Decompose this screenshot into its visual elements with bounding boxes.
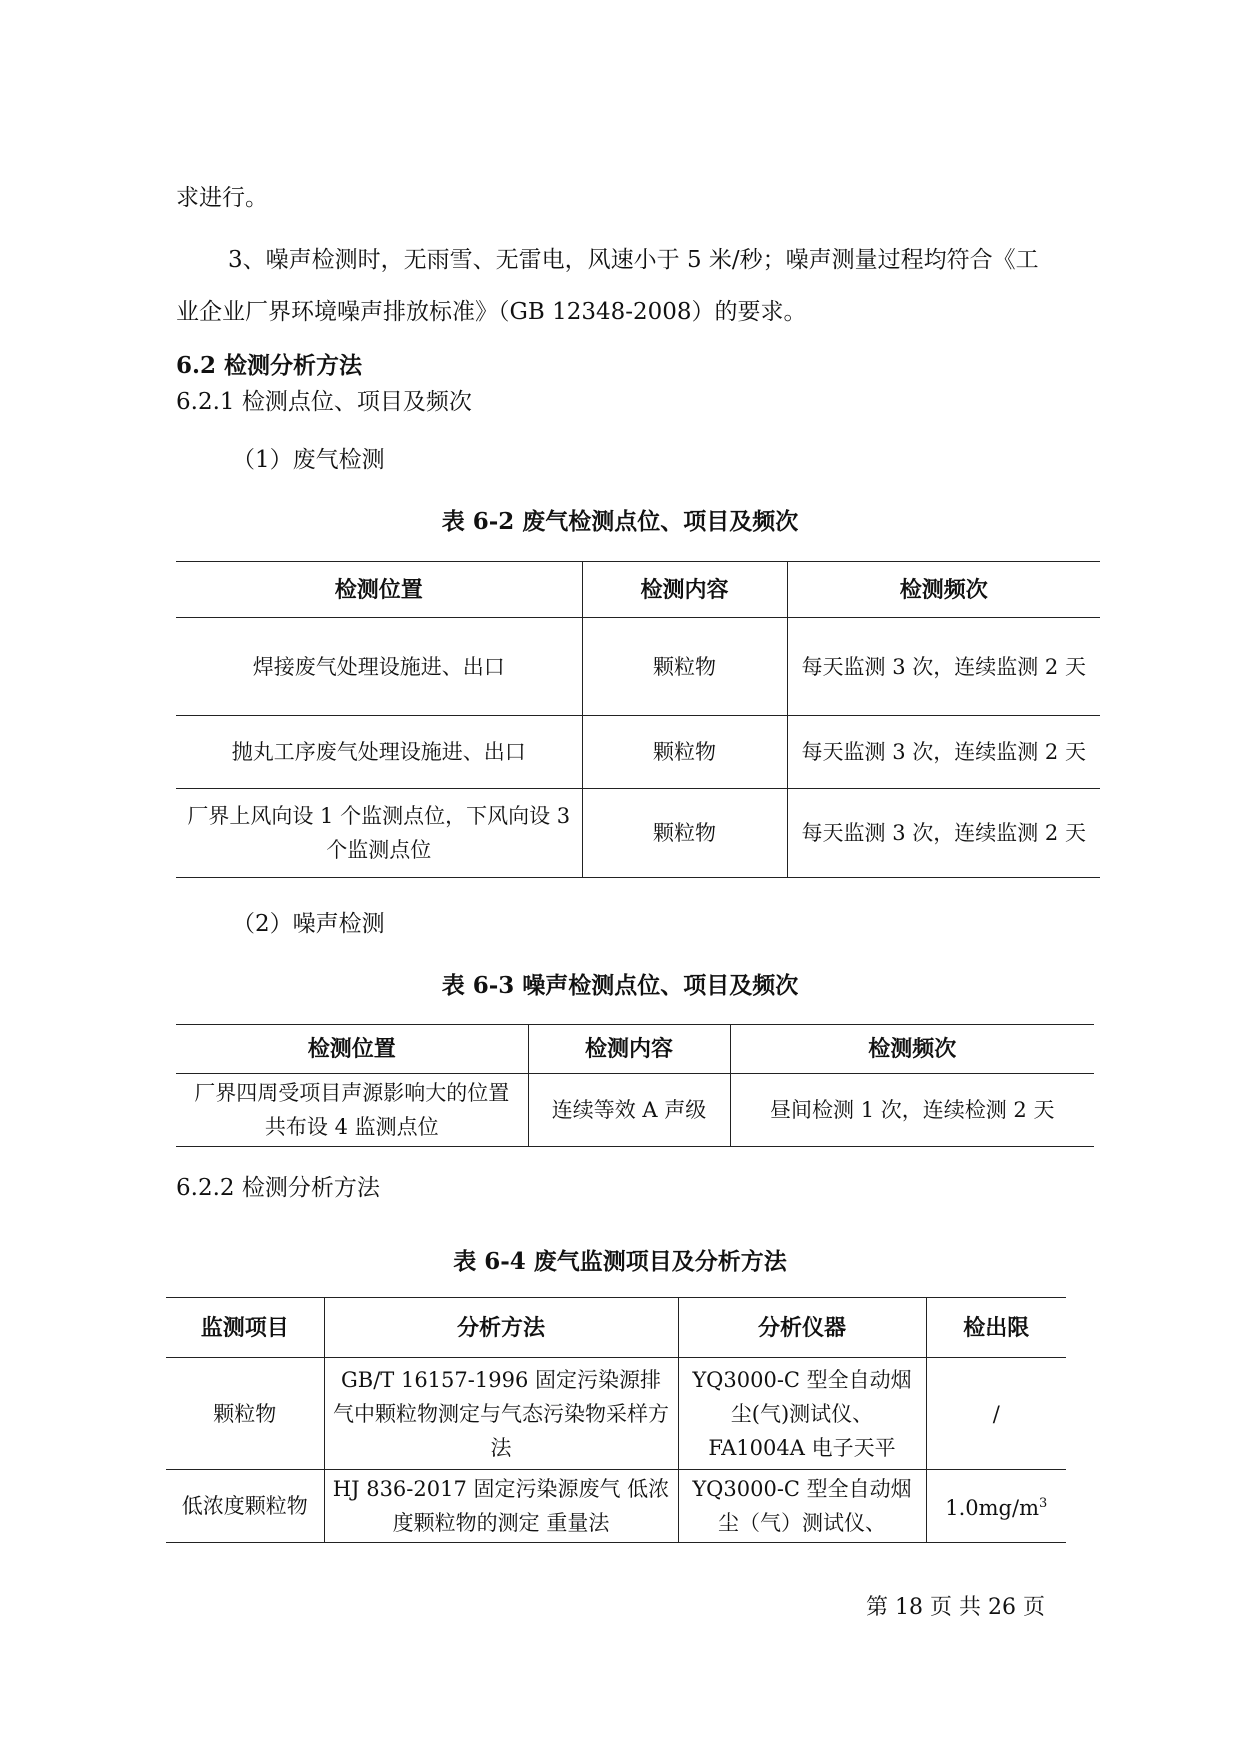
- table-row: [166, 1358, 1066, 1470]
- detection-limit-value: 1.0mg/m: [945, 1496, 1039, 1520]
- table-6-4-caption: 表 6-4 废气监测项目及分析方法: [453, 1248, 787, 1275]
- subsection-6-2-2: 6.2.2 检测分析方法: [176, 1175, 380, 1201]
- table-row: [176, 789, 1100, 878]
- header-cell: 检测频次: [730, 1025, 1094, 1074]
- page-number: 第 18 页 共 26 页: [866, 1595, 1045, 1620]
- header-cell: 分析仪器: [678, 1298, 926, 1358]
- table-cell-detection-limit: [926, 1470, 1066, 1543]
- table-row: [176, 618, 1100, 716]
- table-6-3-caption: 表 6-3 噪声检测点位、项目及频次: [441, 972, 799, 999]
- table-cell: 焊接废气处理设施进、出口: [176, 618, 582, 716]
- header-cell: 监测项目: [166, 1298, 324, 1358]
- table-header-row: [166, 1298, 1066, 1358]
- subsection-6-2-1: 6.2.1 检测点位、项目及频次: [176, 389, 472, 415]
- table-cell: HJ 836-2017 固定污染源废气 低浓度颗粒物的测定 重量法: [324, 1470, 678, 1543]
- header-cell: 检测频次: [787, 562, 1100, 618]
- noise-requirement-line-2: 业企业厂界环境噪声排放标准》（GB 12348-2008）的要求。: [176, 299, 807, 325]
- table-cell: 每天监测 3 次，连续监测 2 天: [787, 618, 1100, 716]
- table-cell: 低浓度颗粒物: [166, 1470, 324, 1543]
- subsection-noise: （2）噪声检测: [232, 911, 385, 937]
- table-cell: 颗粒物: [582, 618, 787, 716]
- header-cell: 检测内容: [582, 562, 787, 618]
- table-6-2-caption: 表 6-2 废气检测点位、项目及频次: [441, 508, 799, 535]
- table-cell: YQ3000-C 型全自动烟尘(气)测试仪、FA1004A 电子天平: [678, 1358, 926, 1470]
- section-heading-6-2: 6.2 检测分析方法: [176, 352, 363, 379]
- table-cell: 昼间检测 1 次，连续检测 2 天: [730, 1074, 1094, 1147]
- detection-limit-superscript: 3: [1038, 1496, 1048, 1511]
- table-6-2: [176, 561, 1100, 878]
- table-cell: /: [926, 1358, 1066, 1470]
- noise-requirement-line-1: 3、噪声检测时，无雨雪、无雷电，风速小于 5 米/秒；噪声测量过程均符合《工: [228, 247, 1039, 273]
- table-cell: YQ3000-C 型全自动烟尘（气）测试仪、: [678, 1470, 926, 1543]
- table-cell: 连续等效 A 声级: [528, 1074, 730, 1147]
- header-cell: 检测位置: [176, 562, 582, 618]
- header-cell: 分析方法: [324, 1298, 678, 1358]
- table-cell: 颗粒物: [166, 1358, 324, 1470]
- header-cell: 检出限: [926, 1298, 1066, 1358]
- table-header-row: [176, 562, 1100, 618]
- table-cell: 抛丸工序废气处理设施进、出口: [176, 716, 582, 789]
- header-cell: 检测位置: [176, 1025, 528, 1074]
- table-header-row: [176, 1025, 1094, 1074]
- table-6-3: [176, 1024, 1094, 1147]
- table-cell: 厂界四周受项目声源影响大的位置共布设 4 监测点位: [176, 1074, 528, 1147]
- table-row: [166, 1470, 1066, 1543]
- table-row: [176, 716, 1100, 789]
- table-cell: 颗粒物: [582, 716, 787, 789]
- table-cell: GB/T 16157-1996 固定污染源排气中颗粒物测定与气态污染物采样方法: [324, 1358, 678, 1470]
- table-cell: 每天监测 3 次，连续监测 2 天: [787, 716, 1100, 789]
- table-cell: 厂界上风向设 1 个监测点位，下风向设 3 个监测点位: [176, 789, 582, 878]
- table-6-4: [166, 1297, 1066, 1543]
- intro-line: 求进行。: [176, 185, 268, 211]
- header-cell: 检测内容: [528, 1025, 730, 1074]
- subsection-exhaust-gas: （1）废气检测: [232, 447, 385, 473]
- table-cell: 颗粒物: [582, 789, 787, 878]
- table-row: [176, 1074, 1094, 1147]
- table-cell: 每天监测 3 次，连续监测 2 天: [787, 789, 1100, 878]
